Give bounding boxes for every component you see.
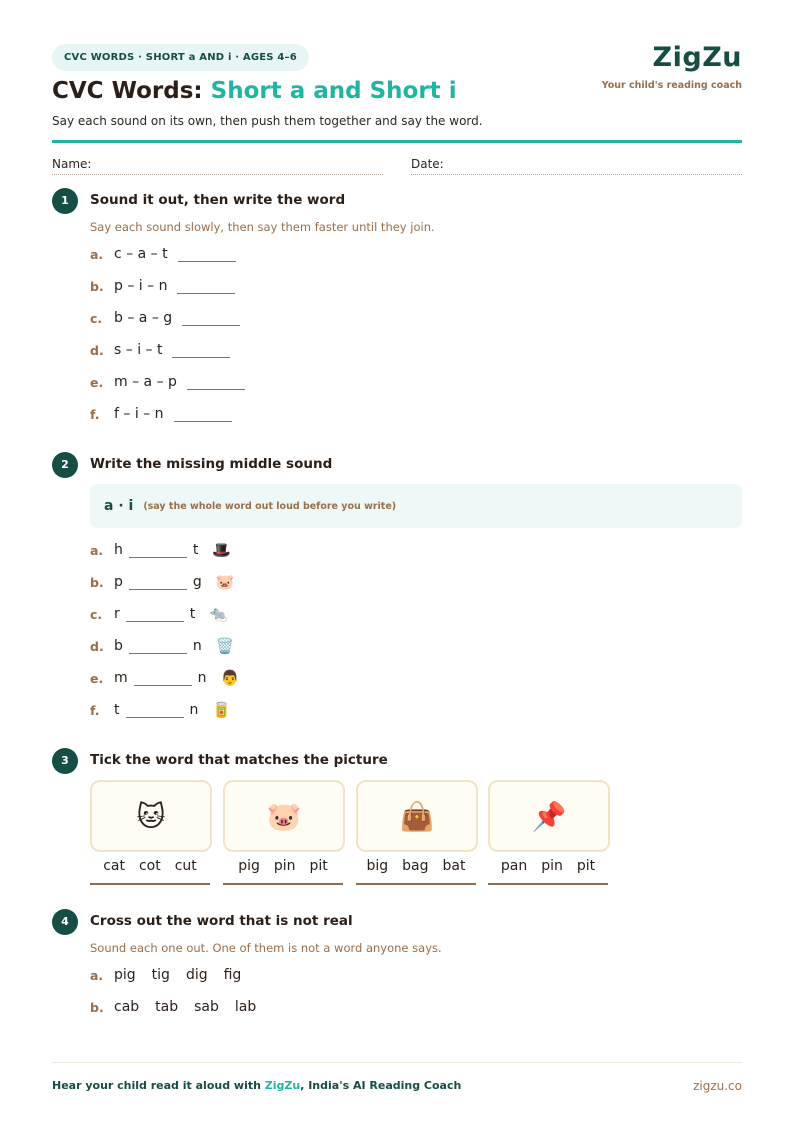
picture-card-pig [223,780,345,852]
item-sounds: s – i – t [114,342,163,358]
word-option[interactable]: pin [541,858,563,874]
vowel-hint-box [90,484,742,528]
date-field[interactable] [411,174,742,175]
answer-blank[interactable] [178,247,236,262]
word-choice[interactable]: sab [194,999,219,1015]
word-row-a [90,964,257,986]
title-accent: Short a and Short i [210,78,457,104]
row-label: b. [90,999,104,1015]
bin-icon: 🗑️ [215,637,235,655]
word-option[interactable]: pig [238,858,260,874]
word-choice[interactable]: tab [155,999,179,1015]
page-title [52,78,457,104]
word-choice[interactable]: tig [151,967,170,983]
section-1-hint: Say each sound slowly, then say them faster until they join. [90,220,435,234]
word-choice[interactable]: fig [223,967,242,983]
middle-item-d [90,635,234,657]
middle-item-c [90,603,228,625]
footer-divider [52,1062,742,1063]
word-choice[interactable]: cab [114,999,140,1015]
item-start: m [114,670,128,686]
section-2-title: Write the missing middle sound [90,456,333,472]
row-label: a. [90,967,104,983]
page-subtitle: Say each sound on its own, then push them together and say the word. [52,114,483,128]
word-option[interactable]: big [366,858,389,874]
sound-item-d [90,339,230,361]
item-start: p [114,574,123,590]
item-end: t [192,542,199,558]
item-sounds: c – a – t [114,246,168,262]
brand-tagline: Your child's reading coach [601,80,742,91]
word-option[interactable]: cot [138,858,161,874]
footer-website-link[interactable]: zigzu.co [693,1079,742,1093]
item-sounds: p – i – n [114,278,168,294]
middle-blank[interactable] [129,543,187,558]
sound-item-f [90,403,232,425]
middle-blank[interactable] [129,639,187,654]
hat-icon: 🎩 [212,541,232,559]
item-label: c. [90,310,103,326]
pin-icon: 📌 [531,799,567,833]
brand-logo: ZigZu [652,42,742,73]
sound-item-a [90,243,236,265]
word-option[interactable]: pan [500,858,528,874]
footer-text-after: , India's AI Reading Coach [300,1079,462,1092]
sound-item-e [90,371,245,393]
sound-item-b [90,275,235,297]
item-end: n [189,702,199,718]
section-4-hint: Sound each one out. One of them is not a word anyone says. [90,941,442,955]
middle-blank[interactable] [129,575,187,590]
item-label: a. [90,542,104,558]
title-main: CVC Words: [52,78,211,104]
section-4-number: 4 [52,909,78,935]
footer-brand: ZigZu [264,1079,301,1092]
item-end: g [192,574,202,590]
man-icon: 👨 [220,669,240,687]
word-option[interactable]: bag [402,858,429,874]
answer-blank[interactable] [174,407,232,422]
middle-item-b [90,571,234,593]
item-start: h [114,542,123,558]
word-option[interactable]: cut [174,858,197,874]
rat-icon: 🐀 [209,605,228,623]
section-3-title: Tick the word that matches the picture [90,752,388,768]
item-label: d. [90,342,104,358]
middle-item-e [90,667,239,689]
middle-blank[interactable] [126,703,184,718]
word-options-2 [223,858,343,885]
answer-blank[interactable] [182,311,240,326]
item-end: n [192,638,202,654]
item-start: r [114,606,120,622]
word-choice[interactable]: dig [185,967,208,983]
word-option[interactable]: bat [442,858,466,874]
word-option[interactable]: pin [273,858,296,874]
answer-blank[interactable] [177,279,235,294]
middle-blank[interactable] [134,671,192,686]
name-label: Name: [52,157,92,171]
section-1-number: 1 [52,188,78,214]
word-options-4 [488,858,608,885]
section-2-number: 2 [52,452,78,478]
date-label: Date: [411,157,444,171]
item-end: n [197,670,207,686]
middle-blank[interactable] [126,607,184,622]
item-label: a. [90,246,104,262]
word-options-1 [90,858,210,885]
item-label: c. [90,606,103,622]
section-3-number: 3 [52,748,78,774]
answer-blank[interactable] [172,343,230,358]
picture-card-pin [488,780,610,852]
pig-icon: 🐷 [215,573,235,591]
word-row-b [90,996,272,1018]
word-option[interactable]: cat [103,858,125,874]
word-choice[interactable]: lab [234,999,257,1015]
item-label: f. [90,406,100,422]
item-end: t [189,606,196,622]
word-options-3 [356,858,476,885]
item-label: d. [90,638,104,654]
picture-card-bag [356,780,478,852]
item-label: e. [90,670,104,686]
tin-can-icon: 🥫 [212,701,232,719]
worksheet-tag: CVC WORDS · SHORT a AND i · AGES 4–6 [52,44,309,71]
vowel-hint-note: (say the whole word out loud before you write) [143,500,397,512]
section-1-title: Sound it out, then write the word [90,192,346,208]
item-sounds: b – a – g [114,310,173,326]
item-label: e. [90,374,104,390]
footer-message [52,1079,461,1092]
item-label: f. [90,702,100,718]
word-option[interactable]: pit [309,858,328,874]
cat-icon: 🐱 [136,799,166,833]
answer-blank[interactable] [187,375,245,390]
middle-item-a [90,539,231,561]
item-label: b. [90,278,104,294]
header-divider [52,140,742,143]
word-option[interactable]: pit [576,858,596,874]
sound-item-c [90,307,240,329]
bag-icon: 👜 [399,799,435,833]
picture-card-cat [90,780,212,852]
pig-icon: 🐷 [266,799,302,833]
item-sounds: f – i – n [114,406,164,422]
word-choice[interactable]: pig [114,967,136,983]
footer-text-before: Hear your child read it aloud with [52,1079,265,1092]
item-start: b [114,638,123,654]
item-start: t [114,702,120,718]
vowel-letters: a · i [104,498,134,514]
middle-item-f [90,699,231,721]
item-sounds: m – a – p [114,374,177,390]
section-4-title: Cross out the word that is not real [90,913,353,929]
name-field[interactable] [52,174,383,175]
item-label: b. [90,574,104,590]
